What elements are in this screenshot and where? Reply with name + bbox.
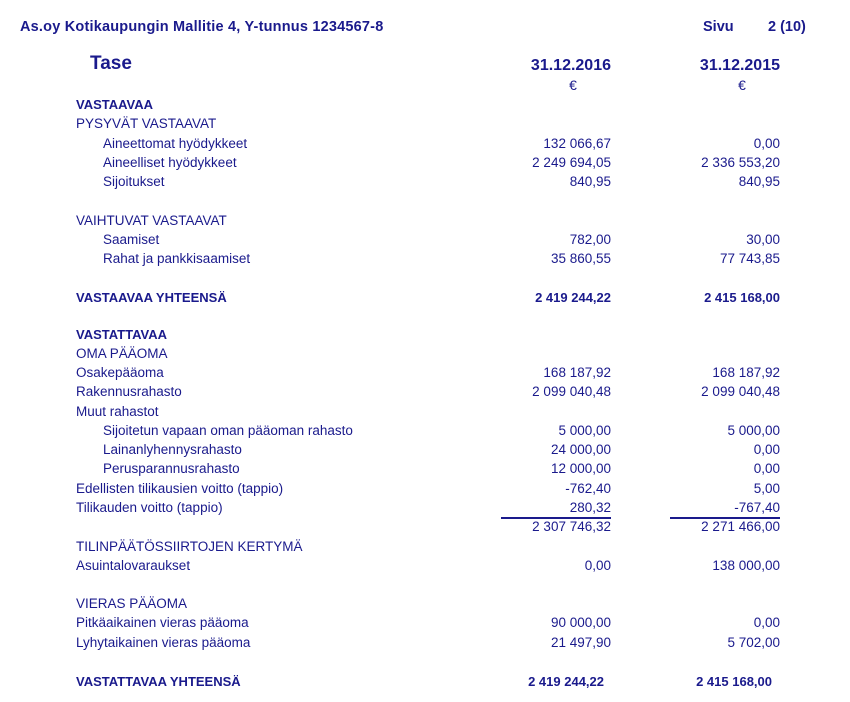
table-row: [0, 249, 850, 268]
row-label: Lainanlyhennysrahasto: [103, 442, 242, 457]
row-label: Sijoitetun vapaan oman pääoman rahasto: [103, 423, 353, 438]
row-label: Edellisten tilikausien voitto (tappio): [76, 481, 284, 496]
table-row: [0, 211, 850, 230]
company-name: As.oy Kotikaupungin Mallitie 4, Y-tunnus 1234567-8: [20, 19, 384, 35]
value-2016: 5 000,00: [558, 423, 611, 438]
table-row: [0, 402, 850, 421]
value-2015: 168 187,92: [712, 365, 780, 380]
value-2016: 12 000,00: [550, 461, 611, 476]
value-2015: 77 743,85: [719, 251, 780, 266]
row-label: VASTATTAVAA: [76, 327, 167, 342]
value-2015: 30,00: [746, 232, 780, 247]
value-2016: 782,00: [569, 232, 611, 247]
table-row: [0, 288, 850, 307]
row-label: Muut rahastot: [76, 404, 159, 419]
value-2015: 0,00: [753, 136, 780, 151]
row-label: Rahat ja pankkisaamiset: [103, 251, 251, 266]
value-2016: 840,95: [569, 174, 611, 189]
table-row: [0, 153, 850, 172]
value-2015: 840,95: [738, 174, 780, 189]
value-2015: 2 099 040,48: [701, 384, 780, 399]
document-title: Tase: [90, 53, 132, 74]
row-label: Saamiset: [103, 232, 160, 247]
value-2016: 280,32: [569, 500, 611, 515]
row-label: Rakennusrahasto: [76, 384, 182, 399]
row-label: VAIHTUVAT VASTAAVAT: [76, 213, 227, 228]
row-label: VASTAAVAA: [76, 97, 154, 112]
value-2016: 2 307 746,32: [532, 519, 611, 534]
column-date-2015: 31.12.2015: [699, 57, 780, 74]
table-row: [0, 672, 850, 691]
table-row: [0, 517, 850, 536]
row-label: VASTATTAVAA YHTEENSÄ: [76, 674, 241, 689]
table-row: [0, 172, 850, 191]
row-label: Aineelliset hyödykkeet: [103, 155, 237, 170]
table-row: [0, 325, 850, 344]
value-2016: 24 000,00: [550, 442, 611, 457]
value-2016: 2 249 694,05: [532, 155, 611, 170]
row-label: VASTAAVAA YHTEENSÄ: [76, 290, 227, 305]
page-label: Sivu: [703, 19, 734, 35]
table-row: [0, 440, 850, 459]
row-label: Sijoitukset: [103, 174, 165, 189]
row-label: Tilikauden voitto (tappio): [76, 500, 223, 515]
table-row: [0, 421, 850, 440]
value-2016: 0,00: [584, 558, 611, 573]
table-row: [0, 230, 850, 249]
page-header: [0, 0, 850, 40]
row-label: VIERAS PÄÄOMA: [76, 596, 188, 611]
value-2016: -762,40: [565, 481, 611, 496]
table-row: [0, 633, 850, 652]
row-label: Lyhytaikainen vieras pääoma: [76, 635, 251, 650]
table-row: [0, 613, 850, 632]
table-row: [0, 363, 850, 382]
column-currency-2016: €: [569, 77, 577, 93]
table-row: [0, 498, 850, 517]
table-row: [0, 134, 850, 153]
column-date-2016: 31.12.2016: [530, 57, 611, 74]
subtotal-rule-2015: [670, 517, 780, 519]
value-2015: 0,00: [753, 442, 780, 457]
table-row: [0, 114, 850, 133]
row-label: TILINPÄÄTÖSSIIRTOJEN KERTYMÄ: [76, 539, 303, 554]
subtotal-rule-2016: [501, 517, 611, 519]
value-2015: 5,00: [753, 481, 780, 496]
row-label: PYSYVÄT VASTAAVAT: [76, 116, 217, 131]
value-2015: 5 000,00: [727, 423, 780, 438]
value-2016: 2 419 244,22: [535, 290, 611, 305]
table-row: [0, 479, 850, 498]
value-2015: 138 000,00: [712, 558, 780, 573]
value-2016: 35 860,55: [550, 251, 611, 266]
value-2015: 0,00: [753, 461, 780, 476]
value-2016: 2 419 244,22: [528, 674, 604, 689]
row-label: Pitkäaikainen vieras pääoma: [76, 615, 249, 630]
table-row: [0, 382, 850, 401]
value-2015: 2 336 553,20: [701, 155, 780, 170]
value-2016: 21 497,90: [550, 635, 611, 650]
table-row: [0, 594, 850, 613]
value-2015: 5 702,00: [727, 635, 780, 650]
table-row: [0, 344, 850, 363]
value-2016: 2 099 040,48: [532, 384, 611, 399]
row-label: OMA PÄÄOMA: [76, 346, 168, 361]
table-row: [0, 459, 850, 478]
value-2016: 168 187,92: [543, 365, 611, 380]
value-2016: 90 000,00: [550, 615, 611, 630]
page-number: 2 (10): [768, 19, 806, 35]
column-currency-2015: €: [738, 77, 746, 93]
table-row: [0, 537, 850, 556]
table-row: [0, 556, 850, 575]
value-2015: 2 415 168,00: [704, 290, 780, 305]
value-2015: -767,40: [734, 500, 780, 515]
row-label: Perusparannusrahasto: [103, 461, 240, 476]
value-2015: 2 415 168,00: [696, 674, 772, 689]
table-row: [0, 95, 850, 114]
row-label: Osakepääoma: [76, 365, 164, 380]
row-label: Asuintalovaraukset: [76, 558, 191, 573]
value-2016: 132 066,67: [543, 136, 611, 151]
value-2015: 0,00: [753, 615, 780, 630]
row-label: Aineettomat hyödykkeet: [103, 136, 248, 151]
value-2015: 2 271 466,00: [701, 519, 780, 534]
